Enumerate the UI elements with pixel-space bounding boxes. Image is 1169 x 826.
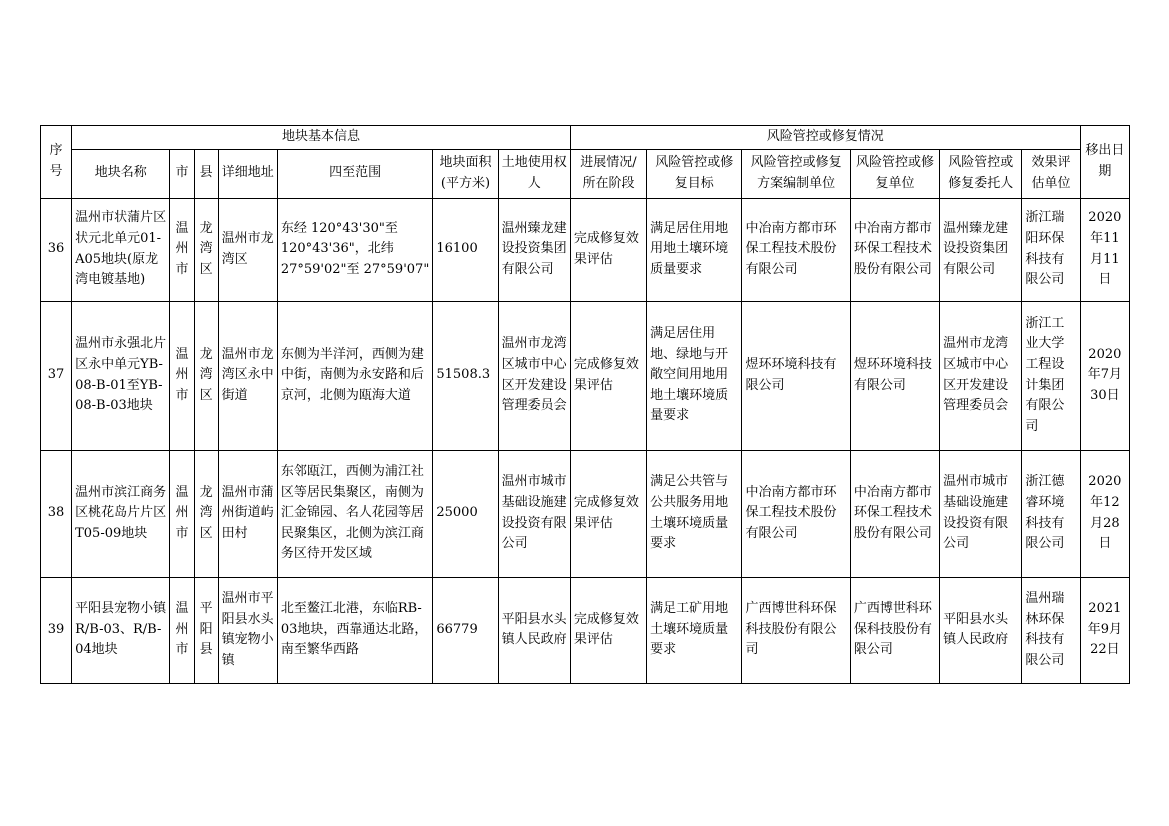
cell-plan-unit: 煜环环境科技有限公司 (742, 301, 850, 450)
cell-owner: 温州臻龙建设投资集团有限公司 (498, 198, 570, 301)
col-header-boundary: 四至范围 (277, 149, 433, 198)
cell-client: 温州市龙湾区城市中心区开发建设管理委员会 (940, 301, 1022, 450)
cell-name: 温州市滨江商务区桃花岛片片区T05-09地块 (72, 450, 170, 577)
col-header-county: 县 (194, 149, 218, 198)
col-header-seq: 序号 (41, 126, 72, 199)
cell-exec-unit: 中冶南方都市环保工程技术股份有限公司 (850, 450, 939, 577)
header-row-top (41, 126, 1130, 150)
cell-client: 平阳县水头镇人民政府 (940, 577, 1022, 683)
cell-boundary: 东经 120°43'30"至120°43'36"，北纬27°59'02"至 27°59'07" (277, 198, 433, 301)
cell-target: 满足工矿用地土壤环境质量要求 (647, 577, 742, 683)
cell-eval-unit: 浙江工业大学工程设计集团有限公司 (1022, 301, 1080, 450)
col-header-name: 地块名称 (72, 149, 170, 198)
col-header-city: 市 (170, 149, 194, 198)
cell-address: 温州市龙湾区永中街道 (218, 301, 277, 450)
cell-area: 25000 (433, 450, 498, 577)
cell-address: 温州市平阳县水头镇宠物小镇 (218, 577, 277, 683)
cell-seq: 37 (41, 301, 72, 450)
table-row (41, 301, 1130, 450)
col-header-plan-unit: 风险管控或修复方案编制单位 (742, 149, 850, 198)
cell-boundary: 东邻瓯江，西侧为浦江社区等居民集聚区，南侧为汇金锦园、名人花园等居民聚集区，北侧为滨江商务区待开发区域 (277, 450, 433, 577)
cell-county: 平阳县 (194, 577, 218, 683)
header-row-columns (41, 149, 1130, 198)
cell-date: 2020年11月11日 (1080, 198, 1129, 301)
cell-date: 2020年7月30日 (1080, 301, 1129, 450)
cell-seq: 39 (41, 577, 72, 683)
cell-name: 温州市永强北片区永中单元YB-08-B-01至YB-08-B-03地块 (72, 301, 170, 450)
cell-name: 平阳县宠物小镇R/B-03、R/B-04地块 (72, 577, 170, 683)
col-header-owner: 土地使用权人 (498, 149, 570, 198)
cell-progress: 完成修复效果评估 (570, 450, 646, 577)
cell-plan-unit: 中冶南方都市环保工程技术股份有限公司 (742, 450, 850, 577)
col-header-target: 风险管控或修复目标 (647, 149, 742, 198)
cell-area: 16100 (433, 198, 498, 301)
cell-target: 满足公共管与公共服务用地土壤环境质量要求 (647, 450, 742, 577)
cell-seq: 36 (41, 198, 72, 301)
cell-name: 温州市状蒲片区状元北单元01-A05地块(原龙湾电镀基地) (72, 198, 170, 301)
cell-progress: 完成修复效果评估 (570, 198, 646, 301)
cell-eval-unit: 浙江瑞阳环保科技有限公司 (1022, 198, 1080, 301)
cell-plan-unit: 中冶南方都市环保工程技术股份有限公司 (742, 198, 850, 301)
site-table (40, 125, 1130, 684)
col-header-address: 详细地址 (218, 149, 277, 198)
group-header-basic: 地块基本信息 (72, 126, 571, 150)
col-header-progress: 进展情况/所在阶段 (570, 149, 646, 198)
cell-exec-unit: 煜环环境科技有限公司 (850, 301, 939, 450)
cell-date: 2021年9月22日 (1080, 577, 1129, 683)
cell-eval-unit: 温州瑞林环保科技有限公司 (1022, 577, 1080, 683)
cell-progress: 完成修复效果评估 (570, 301, 646, 450)
cell-city: 温州市 (170, 450, 194, 577)
cell-county: 龙湾区 (194, 301, 218, 450)
cell-city: 温州市 (170, 301, 194, 450)
cell-eval-unit: 浙江德睿环境科技有限公司 (1022, 450, 1080, 577)
cell-owner: 平阳县水头镇人民政府 (498, 577, 570, 683)
col-header-area: 地块面积(平方米) (433, 149, 498, 198)
col-header-eval-unit: 效果评估单位 (1022, 149, 1080, 198)
table-row (41, 577, 1130, 683)
cell-city: 温州市 (170, 577, 194, 683)
table-row (41, 450, 1130, 577)
cell-boundary: 北至鳌江北港，东临RB-03地块，西靠通达北路，南至繁华西路 (277, 577, 433, 683)
col-header-client: 风险管控或修复委托人 (940, 149, 1022, 198)
cell-seq: 38 (41, 450, 72, 577)
cell-exec-unit: 中冶南方都市环保工程技术股份有限公司 (850, 198, 939, 301)
cell-address: 温州市龙湾区 (218, 198, 277, 301)
cell-area: 66779 (433, 577, 498, 683)
cell-exec-unit: 广西博世科环保科技股份有限公司 (850, 577, 939, 683)
table-row (41, 198, 1130, 301)
cell-owner: 温州市城市基础设施建设投资有限公司 (498, 450, 570, 577)
cell-boundary: 东侧为半洋河，西侧为建中街，南侧为永安路和后京河，北侧为瓯海大道 (277, 301, 433, 450)
cell-plan-unit: 广西博世科环保科技股份有限公司 (742, 577, 850, 683)
cell-target: 满足居住用地、绿地与开敞空间用地用地土壤环境质量要求 (647, 301, 742, 450)
cell-date: 2020年12月28日 (1080, 450, 1129, 577)
cell-city: 温州市 (170, 198, 194, 301)
cell-target: 满足居住用地用地土壤环境质量要求 (647, 198, 742, 301)
cell-county: 龙湾区 (194, 450, 218, 577)
group-header-risk: 风险管控或修复情况 (570, 126, 1080, 150)
cell-progress: 完成修复效果评估 (570, 577, 646, 683)
cell-client: 温州臻龙建设投资集团有限公司 (940, 198, 1022, 301)
col-header-date: 移出日期 (1080, 126, 1129, 199)
cell-client: 温州市城市基础设施建设投资有限公司 (940, 450, 1022, 577)
cell-county: 龙湾区 (194, 198, 218, 301)
col-header-exec-unit: 风险管控或修复单位 (850, 149, 939, 198)
cell-owner: 温州市龙湾区城市中心区开发建设管理委员会 (498, 301, 570, 450)
cell-address: 温州市蒲州街道屿田村 (218, 450, 277, 577)
cell-area: 51508.3 (433, 301, 498, 450)
